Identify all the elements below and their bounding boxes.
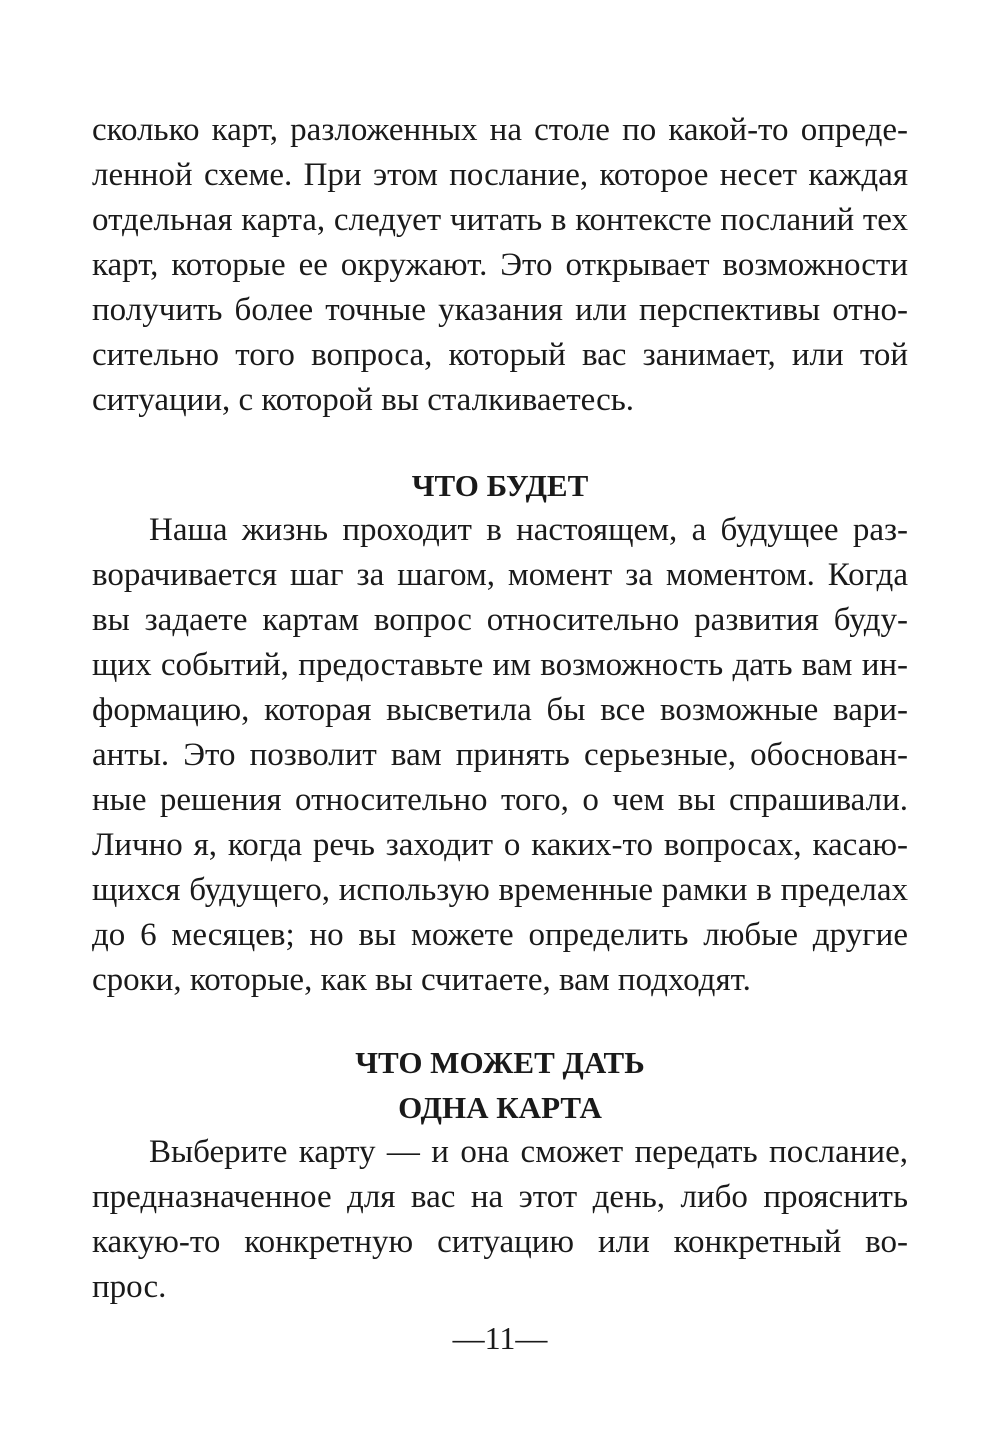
text-line: щих событий, предоставьте им возможность дать вам ин-: [92, 647, 908, 683]
section-heading-one-card-line-2: ОДНА КАРТА: [398, 1090, 602, 1125]
text-line: до 6 месяцев; но вы можете определить любые другие: [92, 917, 908, 953]
text-line: карт, которые ее окружают. Это открывает возможности: [92, 247, 908, 283]
text-line: прос.: [92, 1269, 167, 1305]
text-line: сроки, которые, как вы считаете, вам подходят.: [92, 962, 751, 998]
section-heading-one-card-line-1: ЧТО МОЖЕТ ДАТЬ: [355, 1045, 645, 1080]
page-body: [92, 108, 908, 1310]
text-line: анты. Это позволит вам принять серьезные, обоснован-: [92, 737, 908, 773]
text-line: ситуации, с которой вы сталкиваетесь.: [92, 382, 635, 418]
text-line: сительно того вопроса, который вас занимает, или той: [92, 337, 908, 373]
text-line: отдельная карта, следует читать в контексте посланий тех: [92, 202, 908, 238]
text-line: ные решения относительно того, о чем вы спрашивали.: [92, 782, 908, 818]
text-line: щихся будущего, использую временные рамки в пределах: [92, 872, 908, 908]
text-line: Выберите карту — и она сможет передать послание,: [149, 1134, 908, 1170]
section-heading-what-will-be: ЧТО БУДЕТ: [411, 468, 589, 503]
page-number: —11—: [452, 1320, 548, 1356]
text-line: предназначенное для вас на этот день, либо прояснить: [92, 1179, 908, 1215]
text-line: ворачивается шаг за шагом, момент за моментом. Когда: [92, 557, 908, 593]
text-line: сколько карт, разложенных на столе по какой-то опреде-: [92, 112, 908, 148]
text-line: Лично я, когда речь заходит о каких-то вопросах, касаю-: [92, 827, 908, 863]
text-line: формацию, которая высветила бы все возможные вари-: [92, 692, 908, 728]
section-paragraph-what-will-be: [92, 508, 908, 1003]
section-paragraph-one-card: [92, 1130, 908, 1310]
text-line: Наша жизнь проходит в настоящем, а будущее раз-: [149, 512, 908, 548]
paragraph-continuation: [92, 108, 908, 423]
text-line: вы задаете картам вопрос относительно развития буду-: [92, 602, 908, 638]
text-line: ленной схеме. При этом послание, которое несет каждая: [92, 157, 908, 193]
text-line: какую-то конкретную ситуацию или конкретный во-: [92, 1224, 908, 1260]
text-line: получить более точные указания или перспективы отно-: [92, 292, 908, 328]
